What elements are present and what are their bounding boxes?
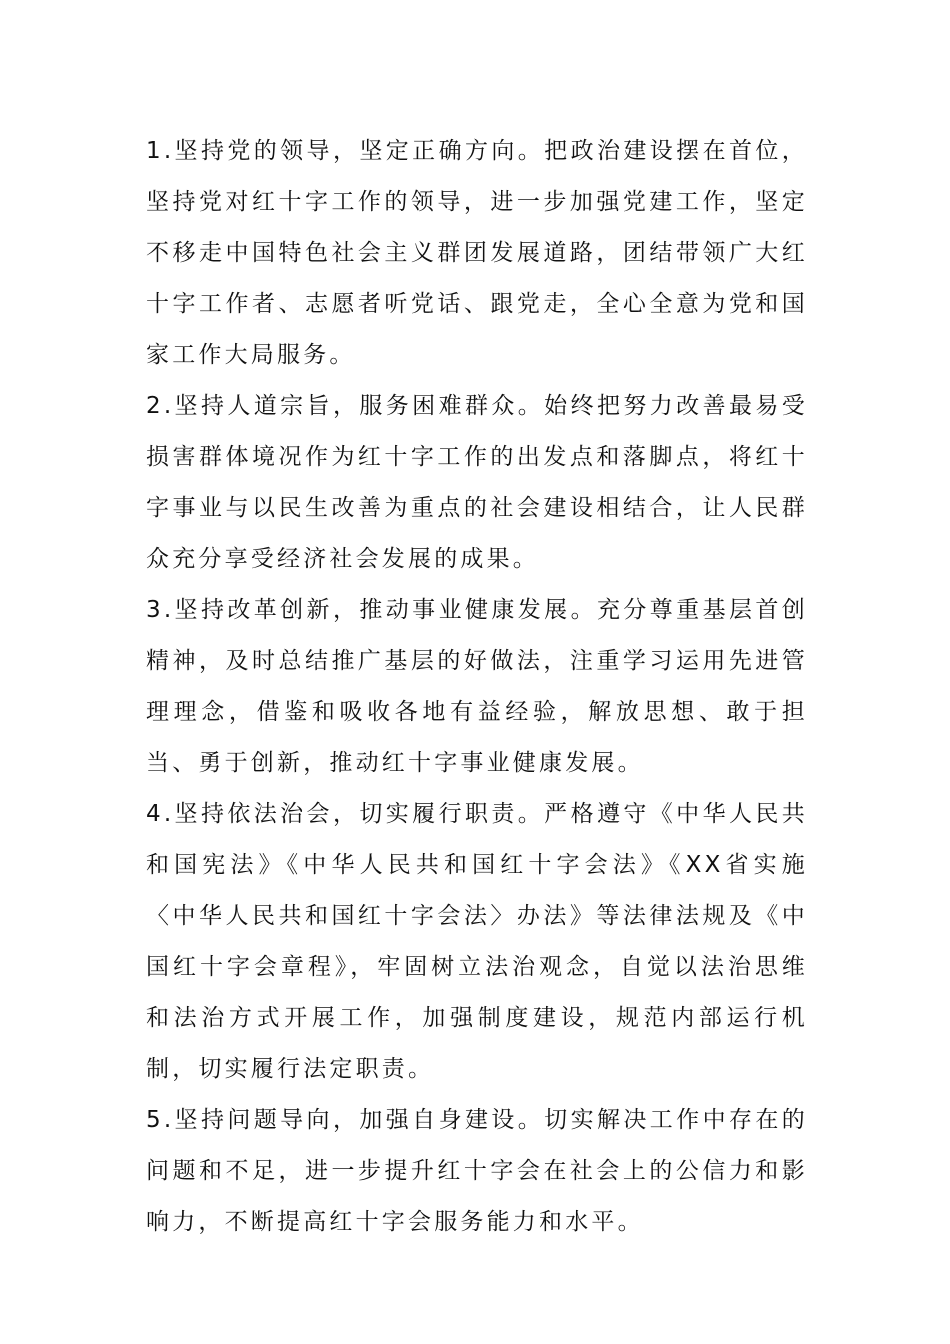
paragraph-principle-3: 3.坚持改革创新，推动事业健康发展。充分尊重基层首创精神，及时总结推广基层的好做法，注重学习运用先进管理理念，借鉴和吸收各地有益经验，解放思想、敢于担当、勇于创新，推动红十字事业健康发展。 (146, 597, 808, 776)
paragraph-principle-1: 1.坚持党的领导，坚定正确方向。把政治建设摆在首位，坚持党对红十字工作的领导，进一步加强党建工作，坚定不移走中国特色社会主义群团发展道路，团结带领广大红十字工作者、志愿者听党话、跟党走，全心全意为党和国家工作大局服务。 (146, 138, 808, 368)
paragraph-principle-5: 5.坚持问题导向，加强自身建设。切实解决工作中存在的问题和不足，进一步提升红十字会在社会上的公信力和影响力，不断提高红十字会服务能力和水平。 (146, 1107, 808, 1235)
document-body (146, 126, 808, 1248)
paragraph-principle-4: 4.坚持依法治会，切实履行职责。严格遵守《中华人民共和国宪法》《中华人民共和国红十字会法》《XX省实施〈中华人民共和国红十字会法〉办法》等法律法规及《中国红十字会章程》，牢固树立法治观念，自觉以法治思维和法治方式开展工作，加强制度建设，规范内部运行机制，切实履行法定职责。 (146, 801, 808, 1082)
paragraph-principle-2: 2.坚持人道宗旨，服务困难群众。始终把努力改善最易受损害群体境况作为红十字工作的出发点和落脚点，将红十字事业与以民生改善为重点的社会建设相结合，让人民群众充分享受经济社会发展的成果。 (146, 393, 808, 572)
